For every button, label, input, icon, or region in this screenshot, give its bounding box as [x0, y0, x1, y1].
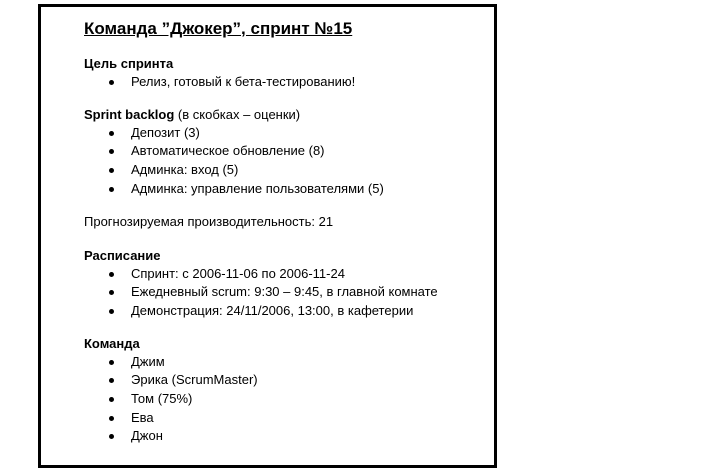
forecast-line: Прогнозируемая производительность: 21 — [84, 213, 334, 229]
team-section — [84, 335, 486, 447]
sprint-goal-heading: Цель спринта — [84, 56, 174, 71]
list-item: Спринт: с 2006-11-06 по 2006-11-24 — [84, 265, 486, 284]
backlog-section — [84, 106, 486, 199]
list-item: Депозит (3) — [84, 124, 486, 143]
backlog-heading: Sprint backlog — [84, 106, 175, 122]
schedule-list — [84, 265, 486, 321]
list-item: Релиз, готовый к бета-тестированию! — [84, 73, 486, 92]
list-item: Автоматическое обновление (8) — [84, 142, 486, 161]
backlog-heading-line — [84, 106, 486, 124]
list-item: Демонстрация: 24/11/2006, 13:00, в кафетерии — [84, 302, 486, 321]
backlog-heading-note: (в скобках – оценки) — [174, 106, 301, 122]
schedule-heading: Расписание — [84, 247, 161, 263]
list-item: Админка: управление пользователями (5) — [84, 180, 486, 199]
document-frame — [38, 4, 497, 468]
sprint-goal-list — [84, 73, 486, 92]
list-item: Ежедневный scrum: 9:30 – 9:45, в главной комнате — [84, 283, 486, 302]
list-item: Ева — [84, 409, 486, 428]
team-list — [84, 353, 486, 447]
document-content — [84, 19, 486, 446]
list-item: Джон — [84, 427, 486, 446]
list-item: Админка: вход (5) — [84, 161, 486, 180]
list-item: Джим — [84, 353, 486, 372]
sprint-goal-section — [84, 55, 486, 92]
team-heading: Команда — [84, 335, 140, 351]
backlog-list — [84, 124, 486, 199]
schedule-section — [84, 247, 486, 321]
list-item: Том (75%) — [84, 390, 486, 409]
list-item: Эрика (ScrumMaster) — [84, 371, 486, 390]
document-title: Команда ”Джокер”, спринт №15 — [84, 19, 353, 38]
